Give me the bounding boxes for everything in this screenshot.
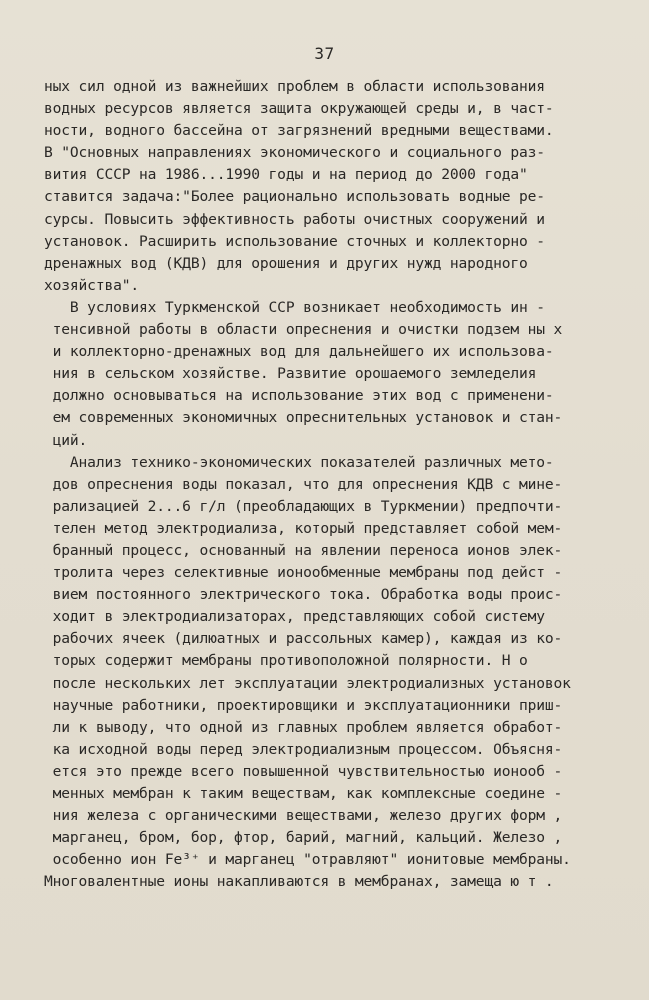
text-line: вития СССР на 1986...1990 годы и на период до 2000 года" [44,166,528,184]
text-line: установок. Расширить использование сточных и коллекторно - [44,232,545,250]
text-line: должно основываться на использование этих вод с применени- [44,387,554,405]
text-line: тролита через селективные ионообменные мембраны под дейст - [44,564,563,582]
text-line: рабочих ячеек (дилюатных и рассольных камер), каждая из ко- [44,630,563,648]
text-line: ка исходной воды перед электродиализным процессом. Объясня- [44,740,563,758]
text-line: В "Основных направлениях экономического и социального раз- [44,144,545,162]
text-line: научные работники, проектировщики и эксплуатационники приш- [44,696,563,714]
text-line: ставится задача:"Более рационально использовать водные ре- [44,188,545,206]
text-line: дренажных вод (КДВ) для орошения и других нужд народного [44,254,528,272]
text-line: рализацией 2...6 г/л (преобладающих в Туркмении) предпочти- [44,497,563,515]
text-line: ния в сельском хозяйстве. Развитие орошаемого земледелия [44,365,537,383]
text-line: после нескольких лет эксплуатации электродиализных установок [44,674,571,692]
text-line: ности, водного бассейна от загрязнений вредными веществами. [44,122,554,140]
text-line: менных мембран к таким веществам, как комплексные соедине - [44,785,563,802]
text-line: ли к выводу, что одной из главных проблем является обработ- [44,718,563,736]
text-line: телен метод электродиализа, который представляет собой мем- [44,519,563,537]
text-line: тенсивной работы в области опреснения и очистки подзем ны х [44,321,563,339]
text-line: ния железа с органическими веществами, железо других форм , [44,807,563,825]
text-line: особенно ион Fe³⁺ и марганец "отравляют" ионитовые мембраны. [44,851,571,869]
text-line: бранный процесс, основанный на явлении переноса ионов элек- [44,541,563,559]
text-line: сурсы. Повысить эффективность работы очистных сооружений и [44,210,545,228]
page-number: 37 [314,44,335,63]
text-line: ем современных экономичных опреснительных установок и стан- [44,409,563,427]
text-line: хозяйства". [44,276,139,294]
text-line: вием постоянного электрического тока. Обработка воды проис- [44,586,563,604]
text-line: ных сил одной из важнейших проблем в области использования [44,78,545,95]
text-line: ций. [44,431,88,449]
text-line: дов опреснения воды показал, что для опреснения КДВ с мине- [44,475,563,493]
text-line: Анализ технико-экономических показателей различных мето- [44,453,554,471]
text-line: и коллекторно-дренажных вод для дальнейшего их использова- [44,343,554,361]
text-line: ходит в электродиализаторах, представляющих собой систему [44,608,545,626]
body-text [44,76,612,893]
text-line: торых содержит мембраны противоположной полярности. Н о [44,652,528,670]
text-line: Многовалентные ионы накапливаются в мембранах, замеща ю т . [44,873,554,891]
text-line: водных ресурсов является защита окружающей среды и, в част- [44,100,554,118]
text-line: В условиях Туркменской ССР возникает необходимость ин - [44,298,545,316]
text-line: ется это прежде всего повышенной чувствительностью ионооб - [44,762,563,780]
text-line: марганец, бром, бор, фтор, барий, магний, кальций. Железо , [44,829,563,847]
